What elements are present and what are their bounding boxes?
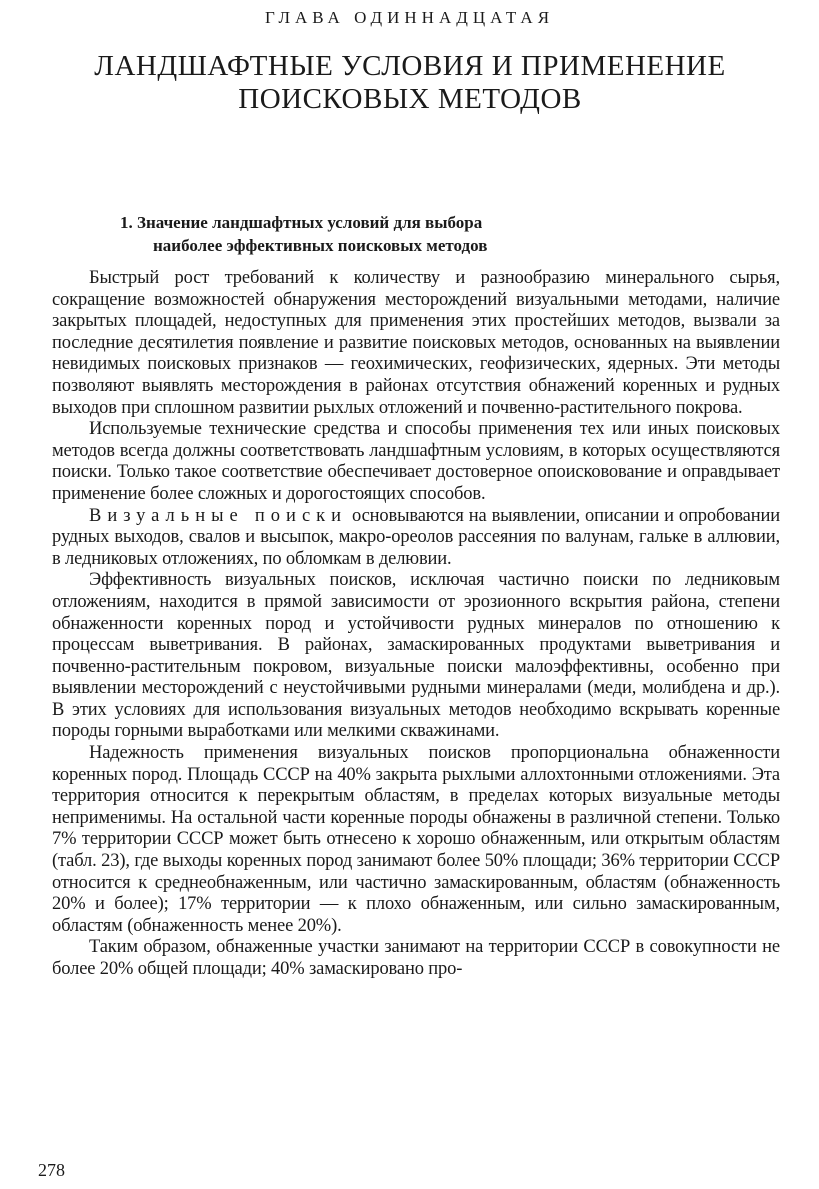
paragraph-4: Эффективность визуальных поисков, исключая частично поиски по ледниковым отложениям, находится в прямой зависимости от эрозионного вскрытия района, степени обнаженности коренных пород и устойчивости рудных минералов по отношению к процессам выветривания. В районах, замаскированных продуктами выветривания и почвенно-растительным покровом, визуальные поиски малоэффективны, особенно при выявлении месторождений с неустойчивыми рудными минералами (меди, молибдена и др.). В этих условиях для использования визуальных методов необходимо вскрывать коренные породы горными выработками или мелкими скважинами. [52, 570, 780, 742]
chapter-title-line-1: ЛАНДШАФТНЫЕ УСЛОВИЯ И ПРИМЕНЕНИЕ [94, 50, 726, 82]
section-title-part-1: Значение ландшафтных условий для выбора [137, 213, 483, 232]
section-heading-line-2: наиболее эффективных поисковых методов [153, 236, 488, 255]
chapter-title [60, 50, 760, 116]
page-number: 278 [38, 1160, 65, 1180]
section-number: 1. [120, 213, 133, 232]
paragraph-3-text: основываются на выявлении, описании и опробовании рудных выходов, свалов и высыпок, макро-ореолов рассеяния по валунам, гальке в аллювии, в ледниковых отложениях, по обломкам в делювии. [52, 505, 780, 569]
section-heading [120, 211, 720, 257]
paragraph-1: Быстрый рост требований к количеству и разнообразию минерального сырья, сокращение возможностей обнаружения месторождений визуальными методами, наличие закрытых площадей, недоступных для применения этих простейших методов, вызвали за последние десятилетия появление и развитие поисковых методов, основанных на выявлении невидимых поисковых признаков — геохимических, геофизических, ядерных. Эти методы позволяют выявлять месторождения в районах отсутствия обнажений коренных и рудных выходов при сплошном развитии рыхлых отложений и почвенно-растительного покрова. [52, 268, 780, 418]
section-heading-line-1 [120, 211, 720, 234]
paragraph-6: Таким образом, обнаженные участки занимают на территории СССР в совокупности не более 20% общей площади; 40% замаскировано про- [52, 937, 780, 979]
paragraph-5: Надежность применения визуальных поисков пропорциональна обнаженности коренных пород. Площадь СССР на 40% закрыта рыхлыми аллохтонными отложениями. Эта территория относится к перекрытым областям, в пределах которых визуальные методы неприменимы. На остальной части коренные породы обнажены в различной степени. Только 7% территории СССР может быть отнесено к хорошо обнаженным, или открытым областям (табл. 23), где выходы коренных пород занимают более 50% площади; 36% территории СССР относится к среднеобнаженным, или частично замаскированным, областям (обнаженность 20% и более); 17% территории — к плохо обнаженным, или сильно замаскированным, областям (обнаженность менее 20%). [52, 743, 780, 936]
body-text [52, 268, 780, 981]
paragraph-2: Используемые технические средства и способы применения тех или иных поисковых методов всегда должны соответствовать ландшафтным условиям, в которых осуществляются поиски. Только такое соответствие обеспечивает достоверное опоисковование и оправдывает применение более сложных и дорогостоящих способов. [52, 419, 780, 504]
chapter-label: ГЛАВА ОДИННАДЦАТАЯ [264, 8, 555, 27]
paragraph-3 [52, 506, 780, 571]
spaced-term: Визуальные поиски [89, 505, 348, 526]
chapter-title-line-2: ПОИСКОВЫХ МЕТОДОВ [238, 83, 582, 115]
